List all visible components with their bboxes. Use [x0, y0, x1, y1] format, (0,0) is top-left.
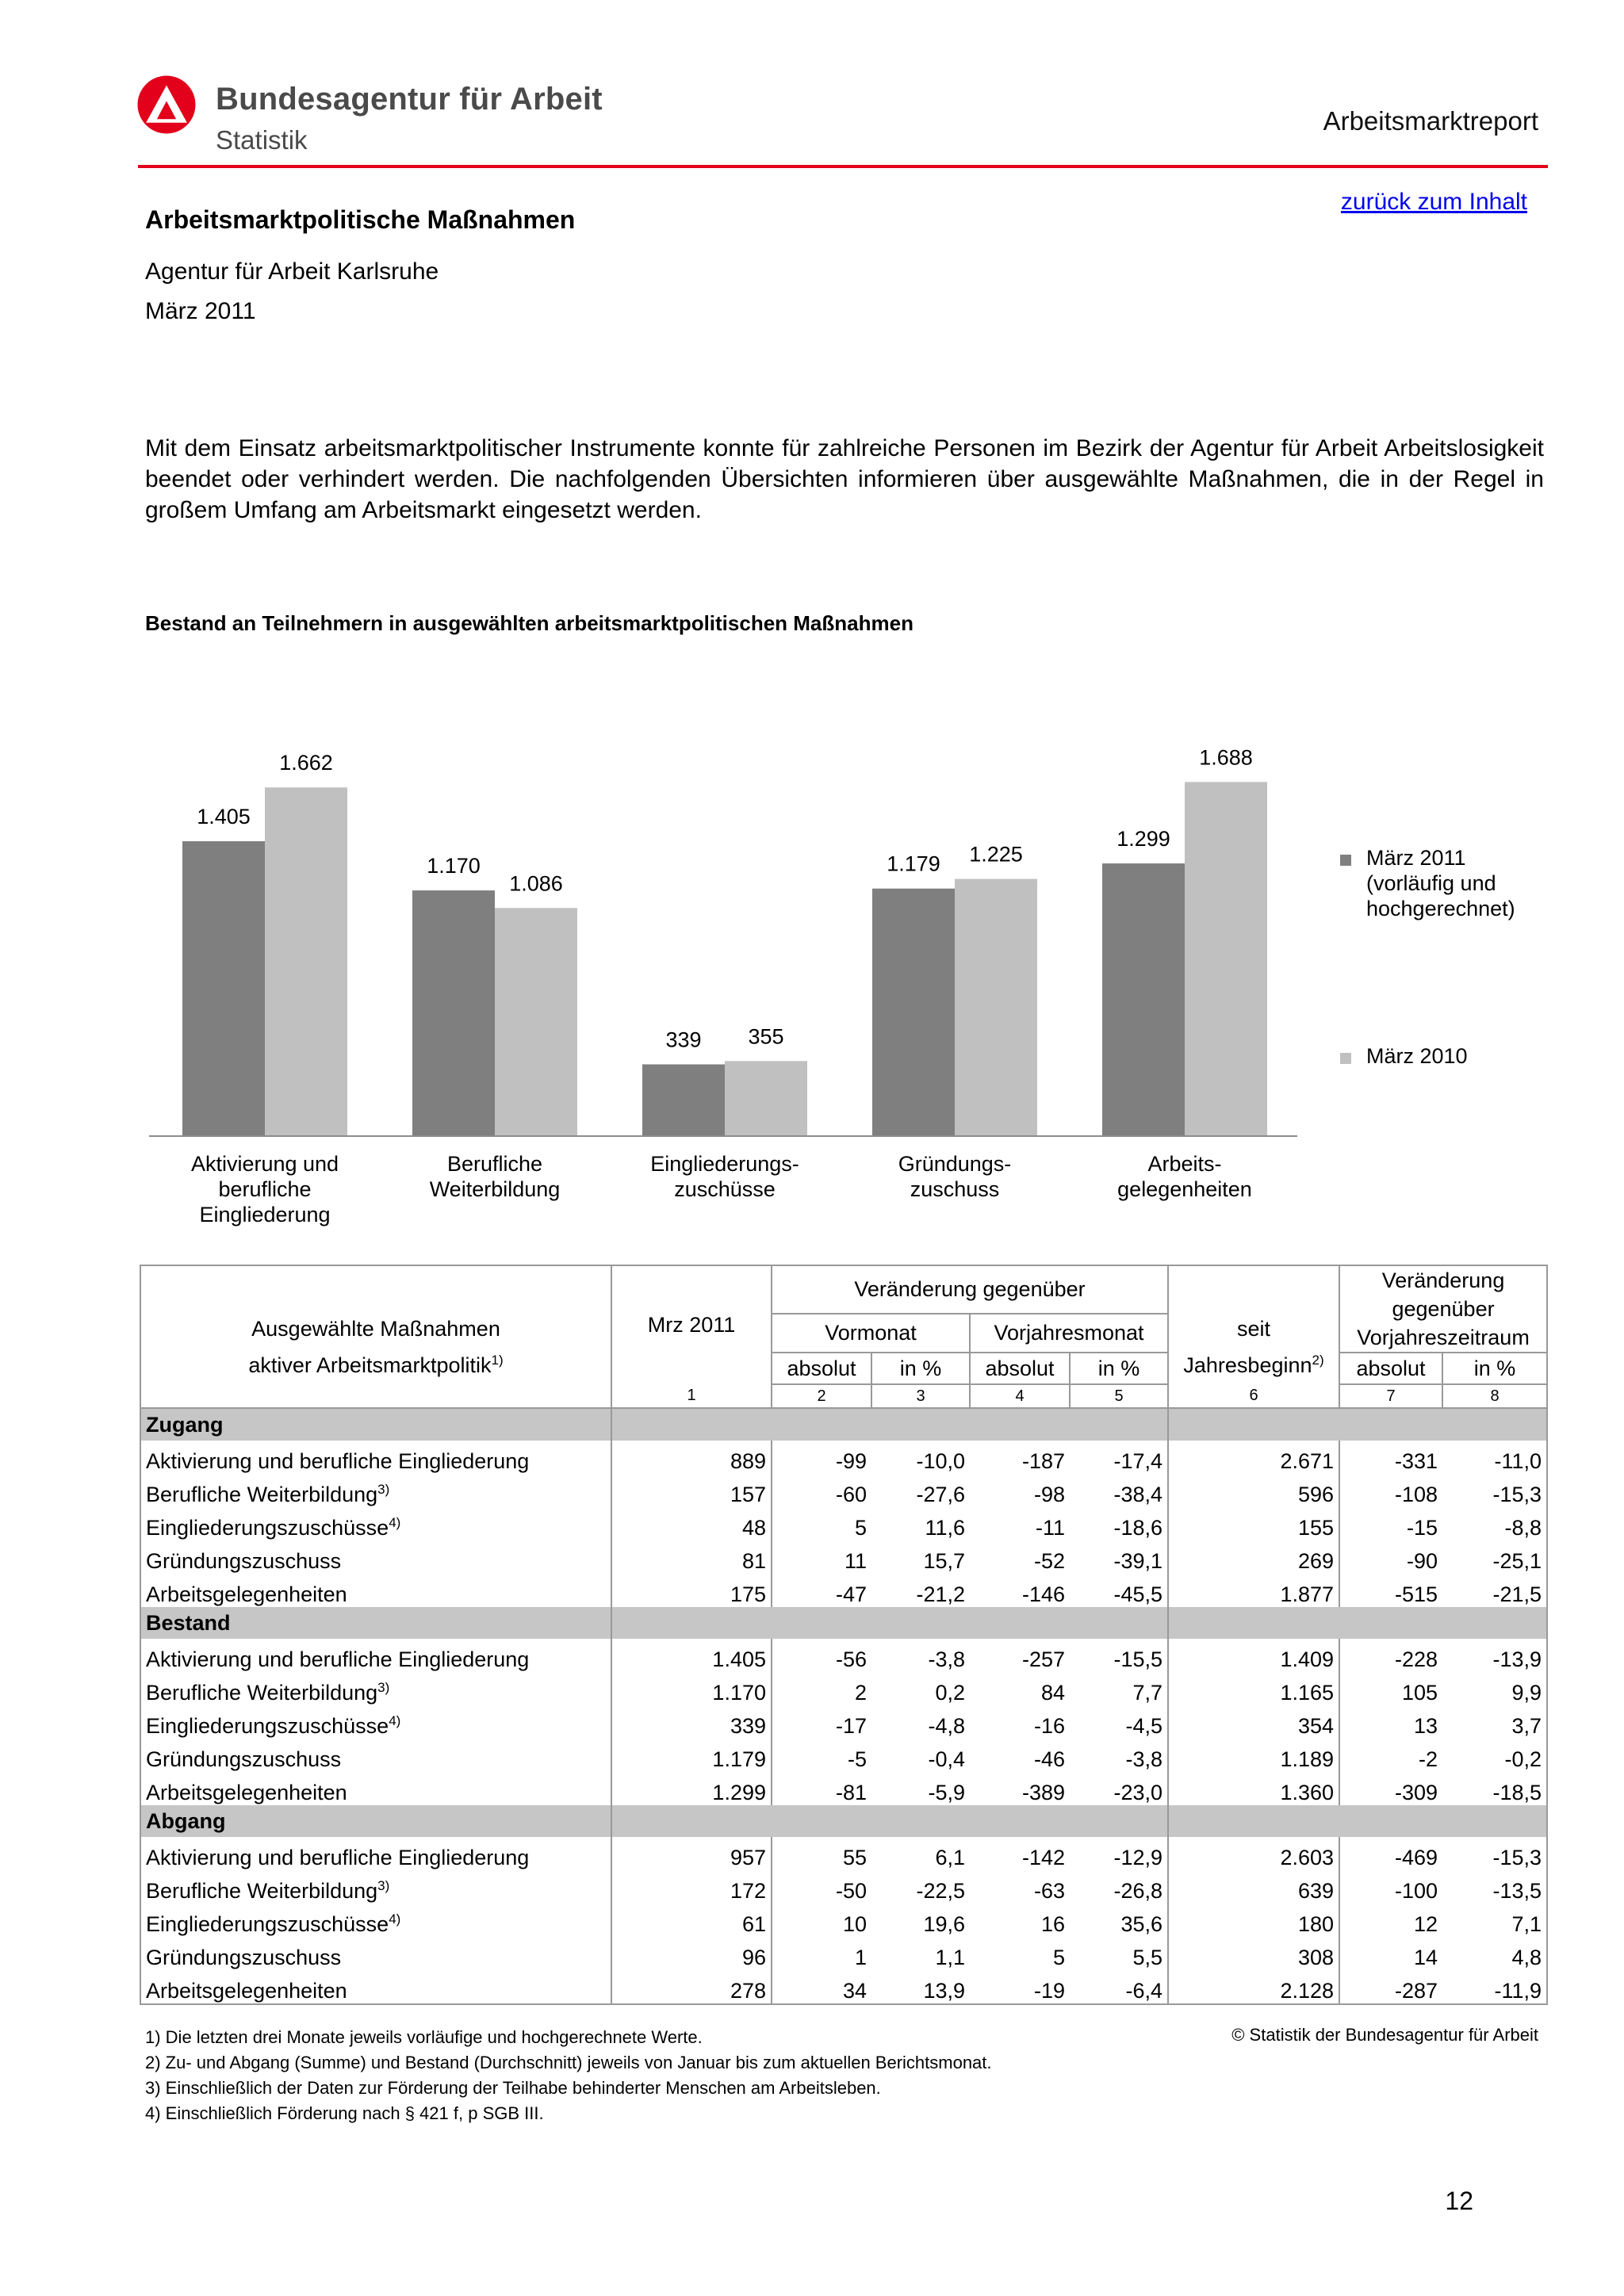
table-cell: -21,5	[1442, 1574, 1547, 1607]
table-cell: 155	[1168, 1507, 1339, 1540]
table-cell: 957	[611, 1837, 772, 1870]
table-cell: 5	[1052, 1946, 1065, 1969]
group-row	[140, 1805, 1547, 1837]
column-index: 5	[1070, 1384, 1168, 1408]
table-cell: -287	[1339, 1970, 1442, 2004]
table-row	[140, 1837, 1547, 1870]
table-cell: 61	[611, 1904, 772, 1937]
table-cell: -52	[1033, 1549, 1065, 1573]
table-row	[140, 1672, 1547, 1705]
table-cell: -6,4	[1070, 1970, 1168, 2004]
table-cell: 9,9	[1442, 1672, 1547, 1705]
table-cell: -45,5	[1113, 1582, 1163, 1606]
footnotes	[145, 2025, 992, 2126]
table-cell: -3,8	[1125, 1747, 1163, 1771]
table-cell: -8,8	[1442, 1507, 1547, 1540]
table-cell: -15	[1339, 1507, 1442, 1540]
table-cell: -10,0	[916, 1449, 965, 1473]
table-cell: 11	[772, 1540, 871, 1574]
table-cell: 7,1	[1442, 1904, 1547, 1937]
table-cell: 6,1	[935, 1846, 965, 1869]
category-label: Aktivierung und berufliche Eingliederung	[190, 1152, 339, 1226]
table-row	[140, 1474, 1547, 1507]
table-cell: -38,4	[1113, 1483, 1163, 1506]
bar-value-label: 1.662	[279, 751, 333, 775]
bar-value-label: 1.405	[197, 805, 251, 829]
bar-maerz-2011-0	[182, 841, 265, 1135]
table-cell: -19	[970, 1970, 1070, 2004]
bar-value-label: 1.179	[887, 851, 940, 876]
bar-maerz-2011-3	[872, 889, 955, 1135]
measure-name: Gründungszuschuss	[140, 1739, 611, 1772]
table-cell: -389	[1021, 1781, 1065, 1804]
header-measures: Ausgewählte Maßnahmen aktiver Arbeitsmarktpolitik$^{1)}$	[140, 1265, 611, 1384]
category-label: Berufliche Weiterbildung	[429, 1152, 561, 1201]
header-absolut: absolut	[1339, 1353, 1442, 1384]
table-cell: 1.405	[611, 1639, 772, 1672]
table-cell: 278	[611, 1970, 772, 2004]
table-cell: -46	[1033, 1747, 1065, 1771]
table-cell: 2.128	[1168, 1970, 1339, 2004]
measure-name: Aktivierung und berufliche Eingliederung	[140, 1441, 611, 1474]
measure-name: Eingliederungszuschüsse$^{4)}$	[140, 1904, 611, 1937]
table-cell: -60	[772, 1474, 871, 1507]
table-cell: 13,9	[871, 1970, 970, 2004]
table-cell: -81	[772, 1772, 871, 1805]
table-cell: -100	[1339, 1870, 1442, 1904]
bar-value-label: 1.170	[427, 854, 481, 878]
table-cell: 5	[772, 1507, 871, 1540]
report-period: März 2011	[145, 298, 256, 324]
table-cell: 308	[1168, 1937, 1339, 1970]
table-cell: -331	[1339, 1441, 1442, 1474]
table-cell: -0,4	[928, 1747, 965, 1771]
table-cell: -23,0	[1113, 1781, 1163, 1804]
group-label: Zugang	[140, 1408, 611, 1441]
table-cell: 84	[1040, 1681, 1065, 1705]
header-change: Veränderung gegenüber	[772, 1265, 1168, 1314]
table-cell: 10	[772, 1904, 871, 1937]
table-cell: -25,1	[1442, 1540, 1547, 1574]
table-cell: 172	[611, 1870, 772, 1904]
header-percent: in %	[1070, 1353, 1168, 1384]
table-cell: -146	[1021, 1582, 1065, 1606]
org-name: Bundesagentur für Arbeit	[216, 82, 603, 117]
bar-maerz-2011-4	[1102, 863, 1185, 1135]
header-percent: in %	[1442, 1353, 1547, 1384]
column-index: 4	[970, 1384, 1070, 1408]
page-title: Arbeitsmarktpolitische Maßnahmen	[145, 205, 576, 234]
table-cell: 1.170	[611, 1672, 772, 1705]
participants-bar-chart	[135, 737, 1554, 1245]
group-label: Abgang	[140, 1805, 611, 1837]
legend-swatch	[1340, 855, 1351, 866]
category-label: Eingliederungs-zuschüsse	[650, 1152, 799, 1201]
table-row	[140, 1772, 1547, 1805]
bar-maerz-2011-1	[412, 890, 495, 1135]
table-row	[140, 1904, 1547, 1937]
category-label: Gründungs-zuschuss	[898, 1152, 1012, 1201]
bar-maerz-2010-3	[955, 879, 1037, 1135]
table-cell: -98	[1033, 1483, 1065, 1506]
table-cell: 48	[611, 1507, 772, 1540]
page-number: 12	[1445, 2187, 1473, 2215]
measure-name: Aktivierung und berufliche Eingliederung	[140, 1639, 611, 1672]
table-cell: 2.671	[1168, 1441, 1339, 1474]
table-cell: -11	[1035, 1516, 1065, 1540]
table-row	[140, 1574, 1547, 1607]
table-cell: 55	[772, 1837, 871, 1870]
table-cell: 0,2	[935, 1681, 965, 1705]
bar-maerz-2011-2	[642, 1065, 725, 1135]
table-cell: -0,2	[1442, 1739, 1547, 1772]
header-percent: in %	[871, 1353, 970, 1384]
table-cell: 13	[1339, 1705, 1442, 1739]
table-cell: 157	[611, 1474, 772, 1507]
table-cell: 889	[611, 1441, 772, 1474]
measure-name: Berufliche Weiterbildung$^{3)}$	[140, 1870, 611, 1904]
table-cell: 12	[1339, 1904, 1442, 1937]
table-cell: 19,6	[923, 1912, 965, 1936]
table-cell: 4,8	[1442, 1937, 1547, 1970]
footnote: 2) Zu- und Abgang (Summe) und Bestand (Durchschnitt) jeweils von Januar bis zum aktuellen Berichtsmonat.	[145, 2053, 992, 2072]
bar-maerz-2010-1	[495, 908, 577, 1135]
table-cell: -13,5	[1442, 1870, 1547, 1904]
measure-name: Arbeitsgelegenheiten	[140, 1772, 611, 1805]
header-divider	[138, 165, 1548, 168]
table-cell: -515	[1339, 1574, 1442, 1607]
header-month: Mrz 2011	[611, 1265, 772, 1384]
column-index: 2	[772, 1384, 871, 1408]
measure-name: Berufliche Weiterbildung$^{3)}$	[140, 1672, 611, 1705]
header-absolut: absolut	[970, 1353, 1070, 1384]
table-cell: -5,9	[928, 1781, 965, 1804]
table-cell: -90	[1339, 1540, 1442, 1574]
agency-name: Agentur für Arbeit Karlsruhe	[145, 258, 439, 285]
copyright: © Statistik der Bundesagentur für Arbeit	[1231, 2025, 1538, 2045]
header-absolut: absolut	[772, 1353, 871, 1384]
table-cell: 105	[1339, 1672, 1442, 1705]
table-cell: -22,5	[916, 1879, 965, 1903]
table-cell: 1.189	[1168, 1739, 1339, 1772]
column-index: 3	[871, 1384, 970, 1408]
chart-title: Bestand an Teilnehmern in ausgewählten arbeitsmarktpolitischen Maßnahmen	[145, 611, 914, 635]
measure-name: Berufliche Weiterbildung$^{3)}$	[140, 1474, 611, 1507]
table-cell: 1,1	[935, 1946, 965, 1969]
table-cell: 35,6	[1120, 1912, 1163, 1936]
header-prev-month: Vormonat	[772, 1314, 970, 1353]
table-cell: 639	[1168, 1870, 1339, 1904]
table-cell: -21,2	[916, 1582, 965, 1606]
table-row	[140, 1540, 1547, 1574]
measure-name: Arbeitsgelegenheiten	[140, 1970, 611, 2004]
report-name: Arbeitsmarktreport	[1323, 106, 1538, 136]
table-row	[140, 1937, 1547, 1970]
bar-maerz-2010-4	[1185, 782, 1267, 1135]
table-cell: 96	[611, 1937, 772, 1970]
measure-name: Aktivierung und berufliche Eingliederung	[140, 1837, 611, 1870]
measure-name: Eingliederungszuschüsse$^{4)}$	[140, 1705, 611, 1739]
header-prev-year-month: Vorjahresmonat	[970, 1314, 1168, 1353]
table-cell: -11,9	[1442, 1970, 1547, 2004]
table-cell: -228	[1339, 1639, 1442, 1672]
table-cell: -99	[772, 1441, 871, 1474]
bar-value-label: 1.086	[509, 871, 563, 896]
table-cell: -257	[1021, 1647, 1065, 1671]
group-row	[140, 1408, 1547, 1441]
group-row	[140, 1607, 1547, 1639]
table-cell: 180	[1168, 1904, 1339, 1937]
table-cell: 7,7	[1132, 1681, 1163, 1705]
bar-value-label: 1.688	[1199, 745, 1253, 770]
table-row	[140, 1870, 1547, 1904]
table-cell: 1.409	[1168, 1639, 1339, 1672]
footnote: 3) Einschließlich der Daten zur Förderung der Teilhabe behinderter Menschen am Arbeitsleben.	[145, 2078, 881, 2098]
table-row	[140, 1507, 1547, 1540]
legend-entry: März 2010	[1366, 1044, 1468, 1068]
back-to-contents-link[interactable]: zurück zum Inhalt	[1340, 189, 1527, 215]
measure-name: Eingliederungszuschüsse$^{4)}$	[140, 1507, 611, 1540]
table-cell: -27,6	[916, 1483, 965, 1506]
table-cell: 3,7	[1442, 1705, 1547, 1739]
table-cell: -309	[1339, 1772, 1442, 1805]
measure-name: Gründungszuschuss	[140, 1937, 611, 1970]
table-cell: -15,3	[1442, 1837, 1547, 1870]
table-cell: -15,5	[1113, 1647, 1163, 1671]
table-cell: -26,8	[1113, 1879, 1163, 1903]
header-since: seit Jahresbeginn$^{2)}$	[1168, 1265, 1339, 1384]
measure-name: Arbeitsgelegenheiten	[140, 1574, 611, 1607]
table-cell: 1	[772, 1937, 871, 1970]
legend-entry: März 2011 (vorläufig und hochgerechnet)	[1366, 846, 1515, 920]
measure-name: Gründungszuschuss	[140, 1540, 611, 1574]
table-cell: 1.179	[611, 1739, 772, 1772]
measures-table	[140, 1265, 1548, 2005]
table-cell: -18,6	[1113, 1516, 1163, 1540]
table-cell: -11,0	[1442, 1441, 1547, 1474]
table-cell: 1.165	[1168, 1672, 1339, 1705]
intro-paragraph: Mit dem Einsatz arbeitsmarktpolitischer Instrumente konnte für zahlreiche Personen im Bezirk der Agentur für Arbeit Arbeitslosigkeit beendet oder verhindert werden. Die nachfolgenden Übersichten informieren über ausgewählte Maßnahmen, die in der Regel in großem Umfang am Arbeitsmarkt eingesetzt werden.	[145, 435, 1544, 523]
bar-value-label: 339	[665, 1027, 702, 1052]
table-cell: -4,8	[928, 1714, 965, 1738]
bar-value-label: 355	[748, 1024, 784, 1049]
table-cell: 2	[772, 1672, 871, 1705]
footnote: 4) Einschließlich Förderung nach § 421 f, p SGB III.	[145, 2103, 544, 2123]
table-cell: 2.603	[1168, 1837, 1339, 1870]
table-cell: 269	[1168, 1540, 1339, 1574]
table-row	[140, 1441, 1547, 1474]
table-cell: -16	[1033, 1714, 1065, 1738]
table-cell: -15,3	[1442, 1474, 1547, 1507]
footnote: 1) Die letzten drei Monate jeweils vorläufige und hochgerechnete Werte.	[145, 2027, 703, 2047]
table-cell: 16	[1040, 1912, 1065, 1936]
table-cell: -108	[1339, 1474, 1442, 1507]
table-cell: 596	[1168, 1474, 1339, 1507]
org-subtitle: Statistik	[216, 125, 308, 155]
table-cell: -469	[1339, 1837, 1442, 1870]
category-label: Arbeits-gelegenheiten	[1117, 1152, 1252, 1201]
table-cell: 354	[1168, 1705, 1339, 1739]
header-change-year: Veränderung gegenüber Vorjahreszeitraum	[1339, 1265, 1547, 1353]
table-cell: 1.360	[1168, 1772, 1339, 1805]
table-cell: -12,9	[1113, 1846, 1163, 1869]
table-row	[140, 1739, 1547, 1772]
column-index: 7	[1339, 1384, 1442, 1408]
table-cell: -47	[772, 1574, 871, 1607]
bar-maerz-2010-0	[265, 787, 347, 1135]
table-cell: 1.299	[611, 1772, 772, 1805]
table-cell: -18,5	[1442, 1772, 1547, 1805]
table-cell: -56	[772, 1639, 871, 1672]
table-row	[140, 1639, 1547, 1672]
column-index: 1	[611, 1384, 772, 1408]
table-cell: 339	[611, 1705, 772, 1739]
table-cell: 34	[772, 1970, 871, 2004]
table-cell: -3,8	[928, 1647, 965, 1671]
table-cell: -17	[772, 1705, 871, 1739]
table-cell: -17,4	[1113, 1449, 1163, 1473]
table-cell: -50	[772, 1870, 871, 1904]
legend-swatch	[1340, 1053, 1351, 1064]
table-row	[140, 1705, 1547, 1739]
table-cell: -4,5	[1125, 1714, 1163, 1738]
table-cell: 11,6	[925, 1516, 965, 1540]
bar-value-label: 1.225	[969, 842, 1023, 867]
table-cell: 5,5	[1132, 1946, 1163, 1969]
group-label: Bestand	[140, 1607, 611, 1639]
table-cell: -142	[1021, 1846, 1065, 1869]
column-index: 6	[1168, 1384, 1339, 1408]
bar-maerz-2010-2	[725, 1061, 807, 1135]
table-cell: -5	[772, 1739, 871, 1772]
table-cell: -187	[1021, 1449, 1065, 1473]
table-cell: 81	[611, 1540, 772, 1574]
table-cell: -39,1	[1113, 1549, 1163, 1573]
table-cell: 14	[1339, 1937, 1442, 1970]
ba-logo-icon	[136, 75, 197, 135]
bar-value-label: 1.299	[1116, 827, 1170, 851]
table-row	[140, 1970, 1547, 2004]
column-index: 8	[1442, 1384, 1547, 1408]
table-cell: 175	[611, 1574, 772, 1607]
table-cell: 15,7	[923, 1549, 965, 1573]
table-cell: -63	[1033, 1879, 1065, 1903]
table-cell: -2	[1339, 1739, 1442, 1772]
table-cell: 1.877	[1168, 1574, 1339, 1607]
table-cell: -13,9	[1442, 1639, 1547, 1672]
